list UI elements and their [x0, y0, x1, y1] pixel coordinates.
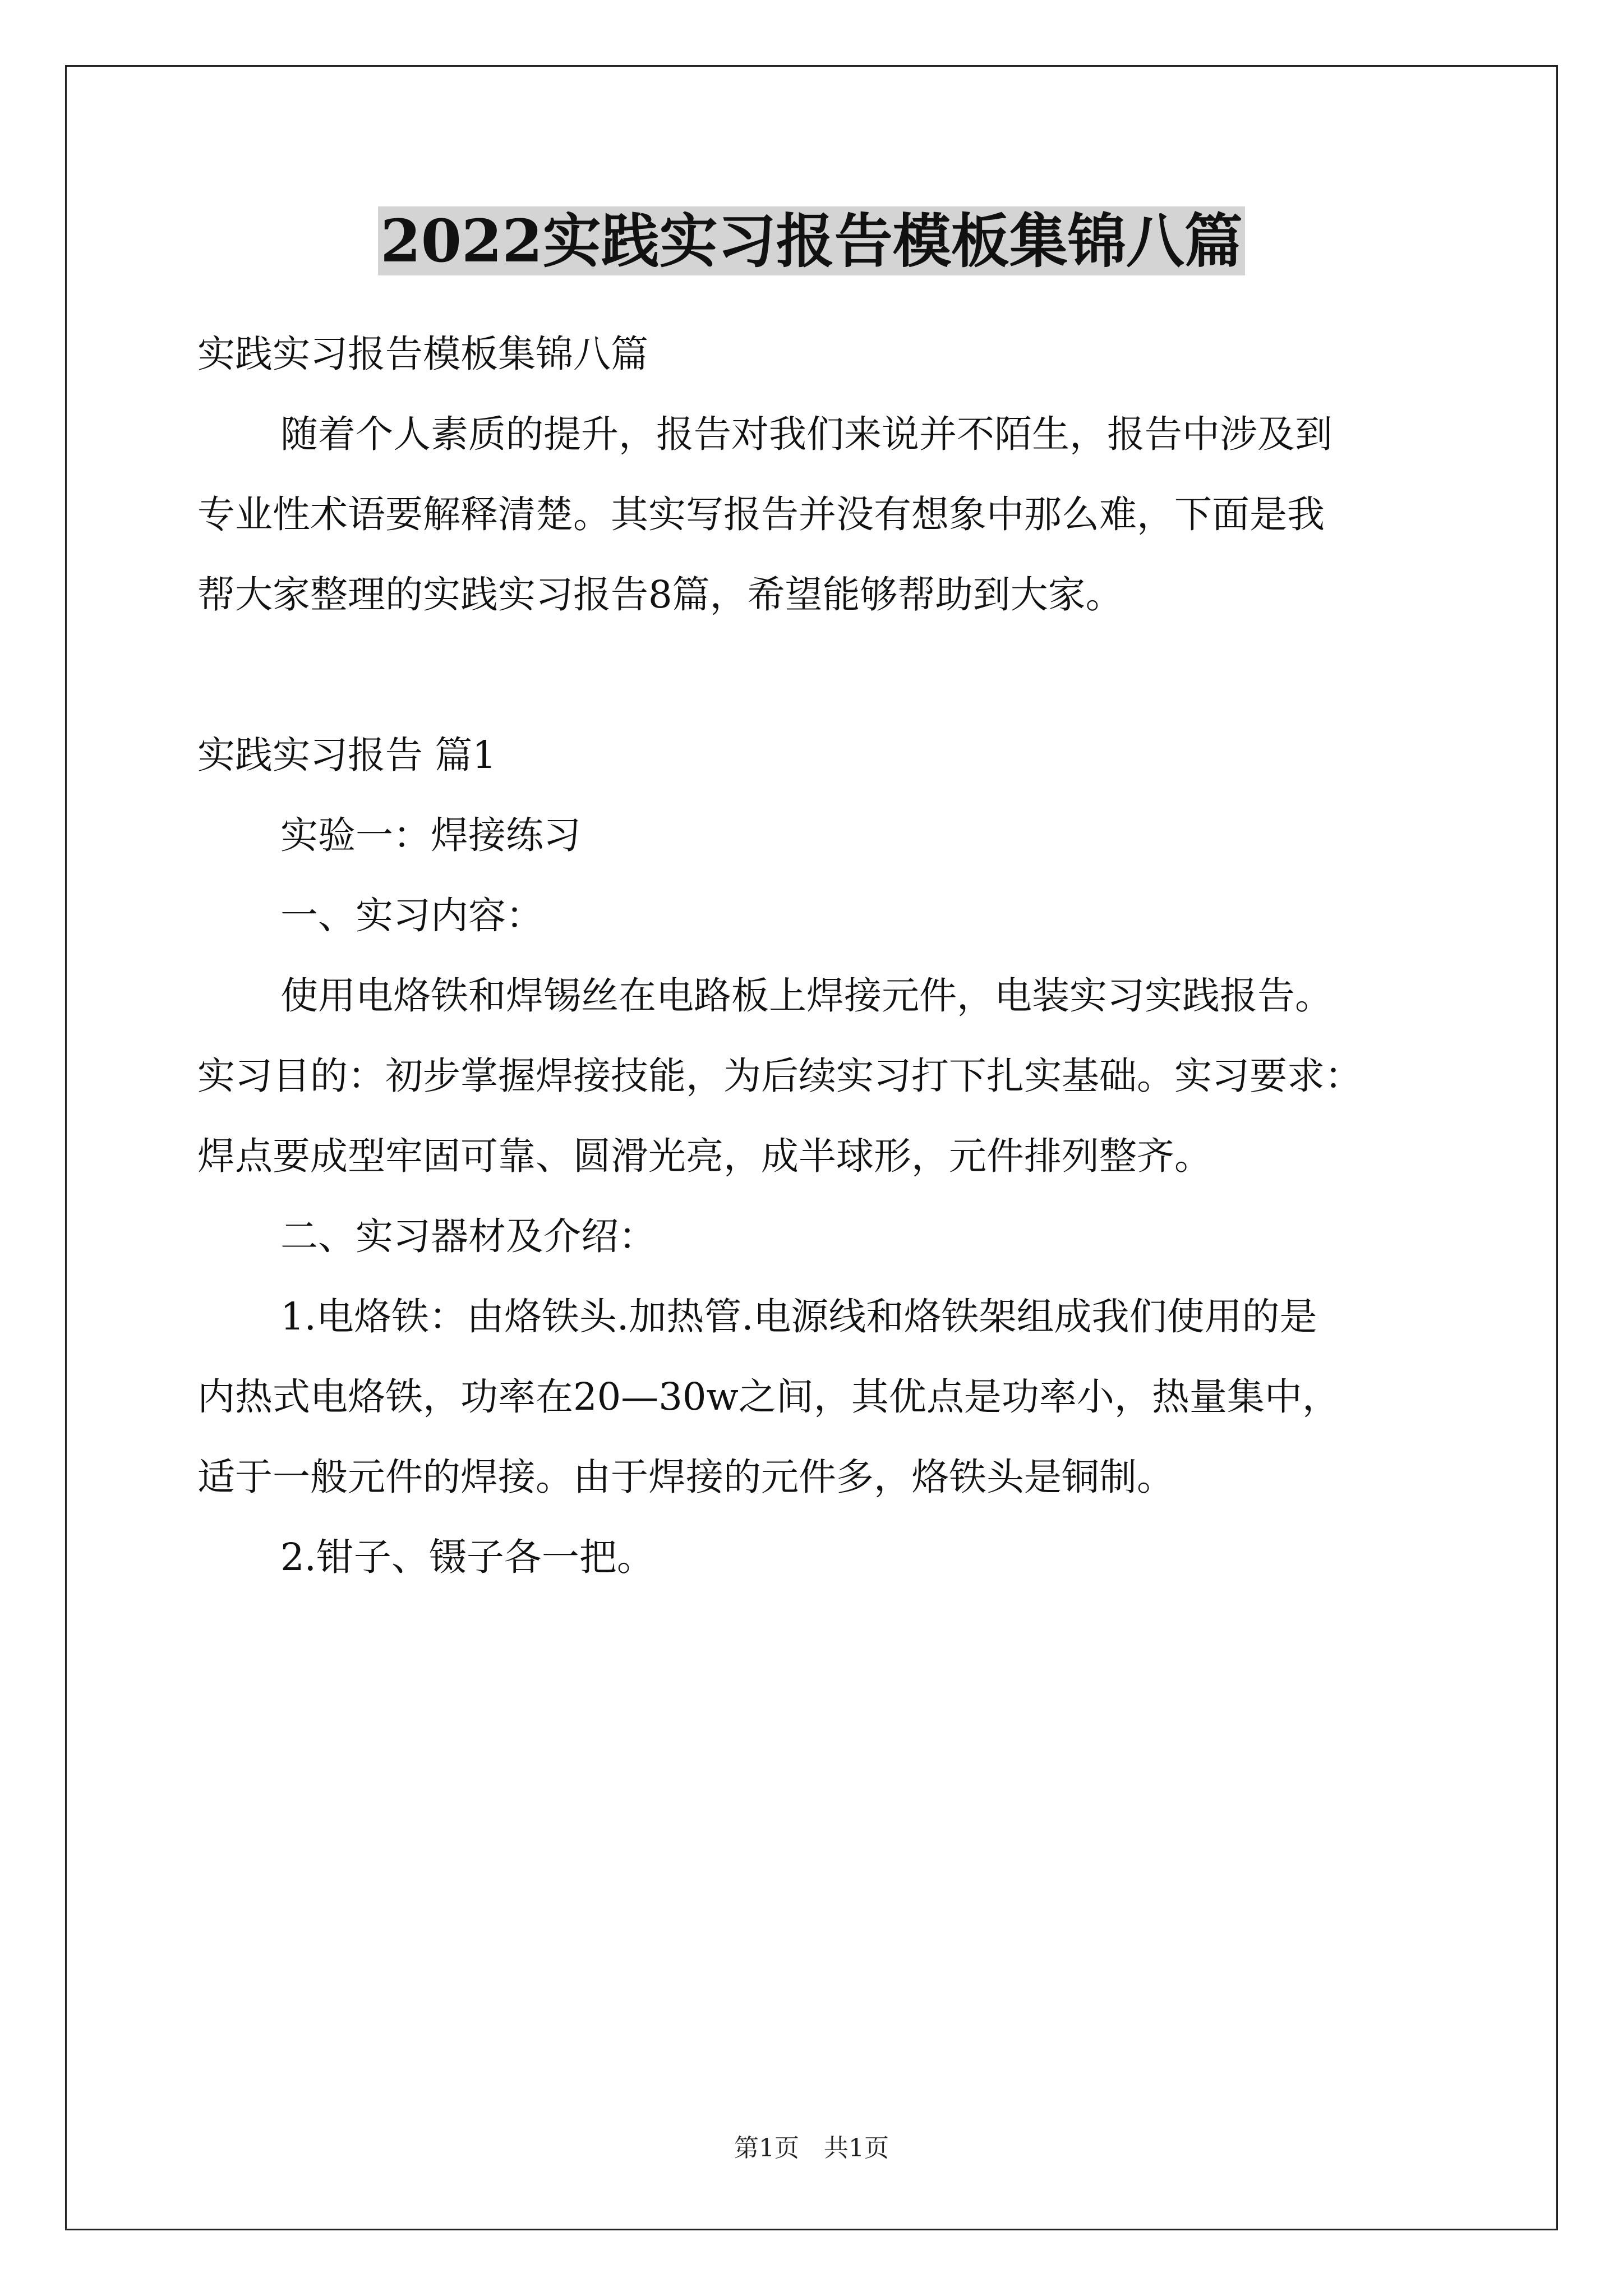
document-title-text: 2022实践实习报告模板集锦八篇 [378, 206, 1244, 275]
subtitle: 实践实习报告模板集锦八篇 [197, 332, 648, 376]
intro-line-2: 专业性术语要解释清楚。其实写报告并没有想象中那么难，下面是我 [197, 493, 1325, 536]
content-line-2: 实习目的：初步掌握焊接技能，为后续实习打下扎实基础。实习要求： [197, 1054, 1362, 1098]
intro-line-3: 帮大家整理的实践实习报告8篇，希望能够帮助到大家。 [197, 573, 1123, 616]
document-title [0, 199, 1623, 283]
equipment-line-1: 1.电烙铁：由烙铁头.加热管.电源线和烙铁架组成我们使用的是 [280, 1295, 1317, 1338]
spacer [197, 635, 1442, 715]
experiment-title: 实验一：焊接练习 [280, 813, 581, 857]
page-footer: 第1页 共1页 [734, 2134, 889, 2162]
content-line-1: 使用电烙铁和焊锡丝在电路板上焊接元件，电装实习实践报告。 [280, 974, 1332, 1018]
tools-line: 2.钳子、镊子各一把。 [280, 1535, 654, 1579]
document-body [197, 314, 1442, 1598]
section-heading: 实践实习报告 篇1 [197, 733, 496, 777]
intro-line-1: 随着个人素质的提升，报告对我们来说并不陌生，报告中涉及到 [280, 412, 1332, 456]
equipment-heading: 二、实习器材及介绍： [280, 1214, 656, 1258]
equipment-line-3: 适于一般元件的焊接。由于焊接的元件多，烙铁头是铜制。 [197, 1455, 1174, 1499]
content-heading: 一、实习内容： [280, 894, 543, 937]
content-line-3: 焊点要成型牢固可靠、圆滑光亮，成半球形，元件排列整齐。 [197, 1134, 1212, 1178]
equipment-line-2: 内热式电烙铁，功率在20—30w之间，其优点是功率小，热量集中， [197, 1375, 1340, 1419]
